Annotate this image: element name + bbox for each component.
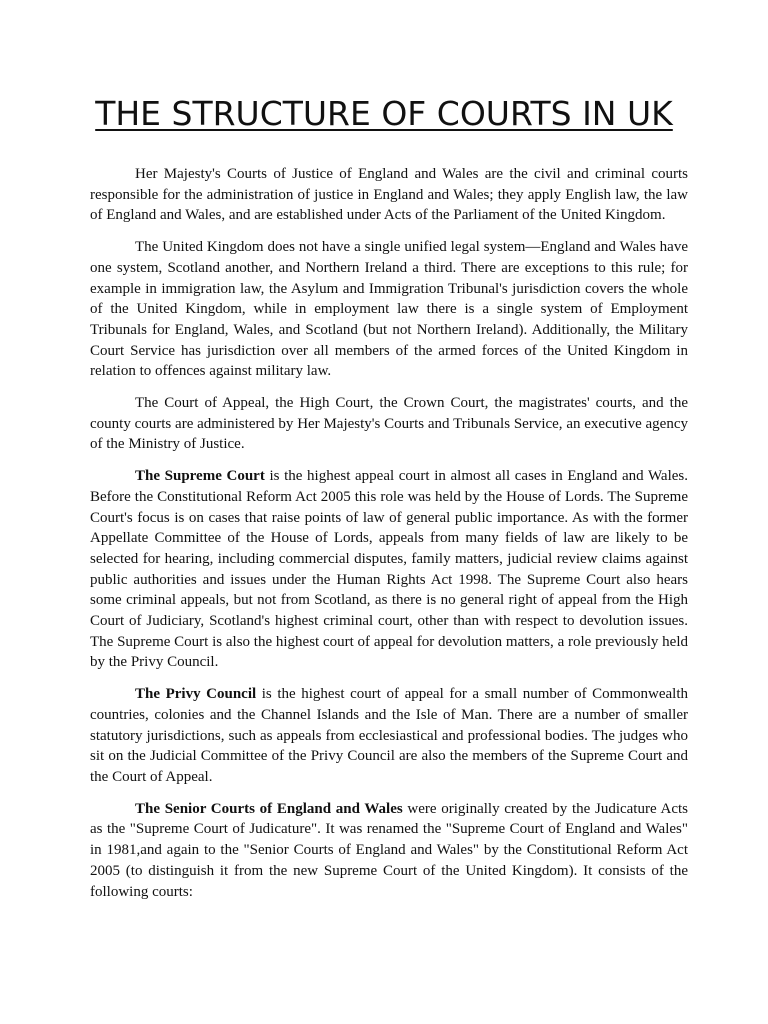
paragraph-text: The United Kingdom does not have a single unified legal system—England and Wales have one system, Scotland another, and Northern Ireland a third. There are exceptions to this rule; for example in immigration law, the Asylum and Immigration Tribunal's jurisdiction covers the whole of the United Kingdom, while in employment law there is a single system of Employment Tribunals for England, Wales, and Scotland (but not Northern Ireland). Additionally, the Military Court Service has jurisdiction over all members of the armed forces of the United Kingdom in relation to offences against military law. (90, 239, 688, 380)
paragraph-privy-council (90, 684, 688, 788)
paragraph-text: The Court of Appeal, the High Court, the Crown Court, the magistrates' courts, and the county courts are administered by Her Majesty's Courts and Tribunals Service, an executive agency of the Ministry of Justice. (90, 395, 688, 453)
document-body (90, 164, 688, 913)
paragraph-senior-courts (90, 799, 688, 903)
document-title: THE STRUCTURE OF COURTS IN UK (95, 94, 673, 133)
paragraph-text: is the highest court of appeal for a small number of Commonwealth countries, colonies and the Channel Islands and the Isle of Man. There are a number of smaller statutory jurisdictions, such as appeals from ecclesiastical and professional bodies. The judges who sit on the Judicial Committee of the Privy Council are also the members of the Supreme Court and the Court of Appeal. (90, 686, 688, 785)
paragraph-lead-heading: The Supreme Court (135, 468, 265, 485)
paragraph-text: Her Majesty's Courts of Justice of England and Wales are the civil and criminal courts responsible for the administration of justice in England and Wales; they apply English law, the law of England and Wales, and are established under Acts of the Parliament of the United Kingdom. (90, 166, 688, 224)
paragraph-text: were originally created by the Judicature Acts as the "Supreme Court of Judicature". It was renamed the "Supreme Court of England and Wales" in 1981,and again to the "Senior Courts of England and Wales" by the Constitutional Reform Act 2005 (to distinguish it from the new Supreme Court of the United Kingdom). It consists of the following courts: (90, 800, 688, 900)
paragraph-lead-heading: The Privy Council (135, 686, 257, 703)
paragraph-court-administration (90, 393, 688, 455)
paragraph-legal-systems (90, 237, 688, 382)
paragraph-lead-heading: The Senior Courts of England and Wales (135, 800, 403, 817)
paragraph-supreme-court (90, 466, 688, 673)
paragraph-courts-of-justice (90, 164, 688, 226)
paragraph-text: is the highest appeal court in almost all cases in England and Wales. Before the Constitutional Reform Act 2005 this role was held by the House of Lords. The Supreme Court's focus is on cases that raise points of law of general public importance. As with the former Appellate Committee of the House of Lords, appeals from many fields of law are likely to be selected for hearing, including commercial disputes, family matters, judicial review claims against public authorities and issues under the Human Rights Act 1998. The Supreme Court also hears some criminal appeals, but not from Scotland, as there is no general right of appeal from the High Court of Judiciary, Scotland's highest criminal court, other than with respect to devolution issues. The Supreme Court is also the highest court of appeal for devolution matters, a role previously held by the Privy Council. (90, 468, 689, 671)
